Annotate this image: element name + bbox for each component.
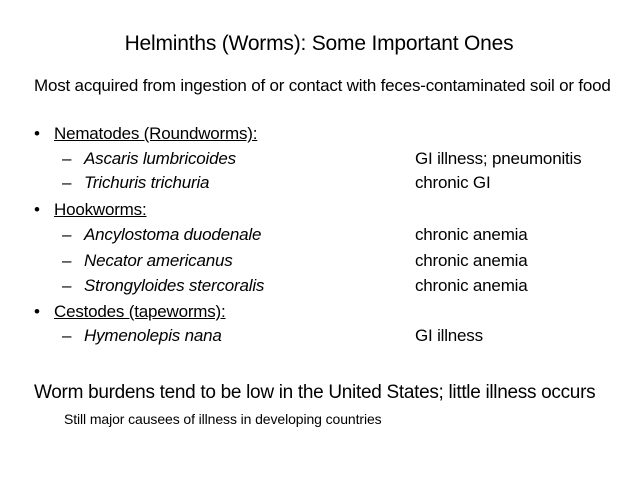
species-effect: chronic GI [415,173,491,192]
species-name: Hymenolepis nana [84,326,222,345]
summary-text: Worm burdens tend to be low in the United States; little illness occurs [34,382,596,403]
species-name: Necator americanus [84,251,233,270]
dash-glyph: – [62,173,72,192]
dash-glyph: – [62,225,72,244]
note-text: Still major causees of illness in developing countries [64,411,382,427]
group-heading: Cestodes (tapeworms): [54,302,226,321]
species-effect: GI illness [415,326,483,345]
species-name: Trichuris trichuria [84,173,210,192]
dash-glyph: – [62,326,72,345]
dash-glyph: – [62,251,72,270]
group-heading: Nematodes (Roundworms): [54,124,258,143]
group-heading: Hookworms: [54,200,147,219]
bullet-glyph: • [34,200,40,219]
species-name: Strongyloides stercoralis [84,276,265,295]
intro-line: Most acquired from ingestion of or contact with feces-contaminated soil or food [34,76,611,95]
species-name: Ascaris lumbricoides [84,149,236,168]
slide-title: Helminths (Worms): Some Important Ones [124,32,514,55]
species-effect: chronic anemia [415,251,528,270]
bullet-glyph: • [34,124,40,143]
species-name: Ancylostoma duodenale [84,225,262,244]
species-effect: chronic anemia [415,225,528,244]
dash-glyph: – [62,149,72,168]
bullet-glyph: • [34,302,40,321]
species-effect: chronic anemia [415,276,528,295]
dash-glyph: – [62,276,72,295]
intro-text [34,76,614,96]
species-effect: GI illness; pneumonitis [415,149,582,168]
